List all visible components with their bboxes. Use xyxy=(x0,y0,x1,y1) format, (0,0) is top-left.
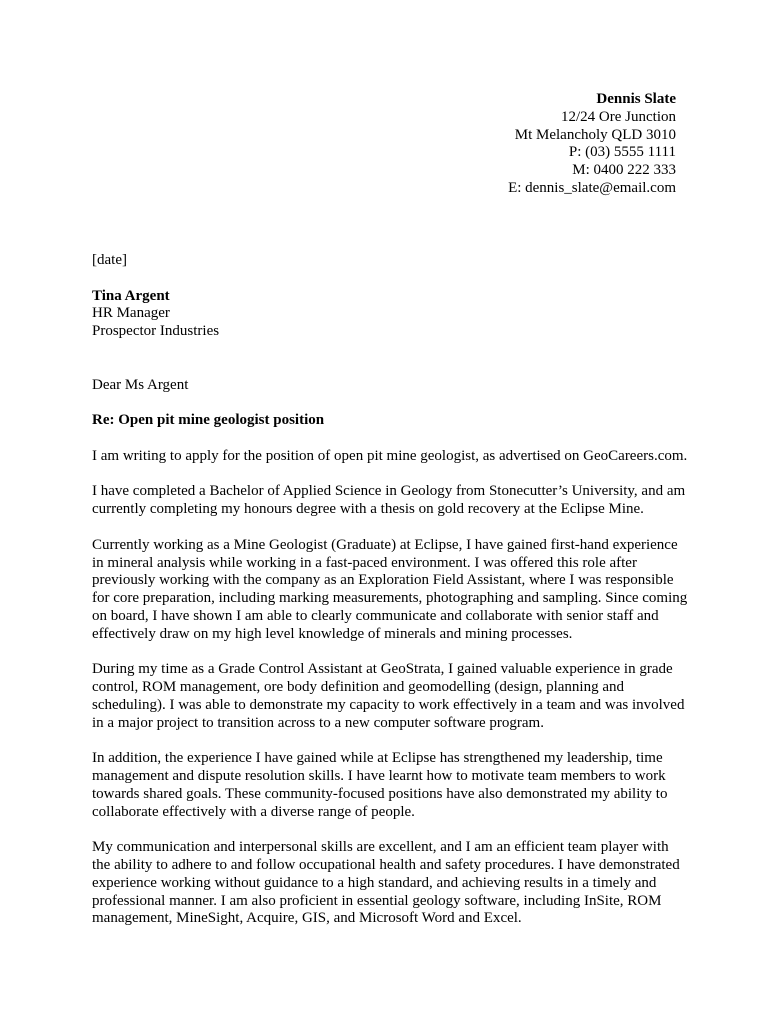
sender-address-line1: 12/24 Ore Junction xyxy=(561,108,676,125)
sender-phone: P: (03) 5555 1111 xyxy=(568,144,676,161)
sender-address-line2: Mt Melancholy QLD 3010 xyxy=(514,126,676,143)
salutation: Dear Ms Argent xyxy=(92,376,189,393)
paragraph-previous-role: During my time as a Grade Control Assistant at GeoStrata, I gained valuable experience in grade control, ROM management, ore body definition and geomodelling (design, planning and scheduling). I was able to demonstrate my capacity to work effectively in a team and was involved in a major project to transition across to a new computer software program. xyxy=(92,661,685,731)
paragraph-intro: I am writing to apply for the position of open pit mine geologist, as advertised on GeoCareers.com. xyxy=(92,447,688,464)
recipient-name: Tina Argent xyxy=(92,287,170,304)
recipient-block xyxy=(92,288,688,341)
paragraph-current-role: Currently working as a Mine Geologist (Graduate) at Eclipse, I have gained first-hand experience in mineral analysis while working in a fast-paced environment. I was offered this role after previously working with the company as an Exploration Field Assistant, where I was responsible for core preparation, including marking measurements, photographing and sampling. Since coming on board, I have shown I am able to clearly communicate and collaborate with senior staff and effectively draw on my high level knowledge of minerals and mining processes. xyxy=(92,536,688,642)
sender-block xyxy=(508,91,676,198)
letter-date: [date] xyxy=(92,252,127,268)
paragraph-education: I have completed a Bachelor of Applied Science in Geology from Stonecutter’s University, and am currently completing my honours degree with a thesis on gold recovery at the Eclipse Mine. xyxy=(92,483,686,518)
paragraph-skills: In addition, the experience I have gained while at Eclipse has strengthened my leadership, time management and dispute resolution skills. I have learnt how to motivate team members to work towards shared goals. These community-focused positions have also demonstrated my ability to collaborate effectively with a diverse range of people. xyxy=(92,750,668,820)
recipient-company: Prospector Industries xyxy=(92,323,220,340)
paragraph-communication: My communication and interpersonal skills are excellent, and I am an efficient team player with the ability to adhere to and follow occupational health and safety procedures. I have demonstrated experience working without guidance to a high standard, and achieving results in a timely and professional manner. I am also proficient in essential geology software, including InSite, ROM management, MineSight, Acquire, GIS, and Microsoft Word and Excel. xyxy=(92,839,680,927)
recipient-title: HR Manager xyxy=(92,305,170,322)
sender-name: Dennis Slate xyxy=(596,91,676,107)
letter-body xyxy=(92,252,688,946)
sender-email: E: dennis_slate@email.com xyxy=(508,179,676,196)
subject-line: Re: Open pit mine geologist position xyxy=(92,412,325,429)
sender-mobile: M: 0400 222 333 xyxy=(572,162,676,179)
